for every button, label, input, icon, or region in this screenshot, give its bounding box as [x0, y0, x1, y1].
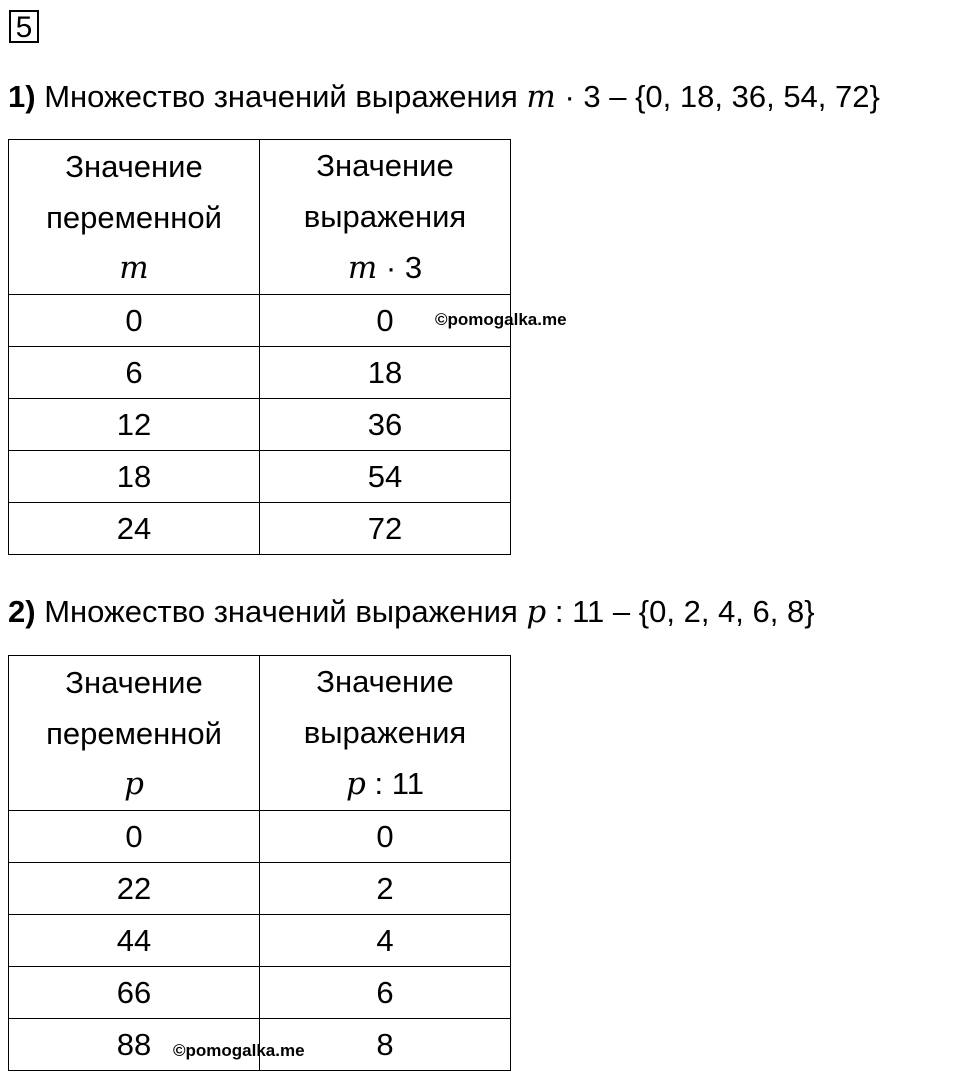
cell-value: 8	[260, 1019, 511, 1071]
watermark-1: ©pomogalka.me	[435, 310, 567, 329]
header-line: выражения	[303, 199, 467, 234]
header-variable	[9, 140, 260, 295]
header-expression-formula	[260, 242, 510, 294]
watermark-2: ©pomogalka.me	[173, 1041, 305, 1060]
header-expression	[260, 140, 511, 295]
header-variable-symbol: m	[119, 249, 149, 286]
header-line: Значение	[316, 148, 454, 183]
section-1-expr-rest: · 3 – {0, 18, 36, 54, 72}	[564, 79, 880, 114]
values-table-1	[8, 139, 511, 555]
cell-variable: 18	[9, 451, 260, 503]
table-row	[9, 863, 511, 915]
header-line: Значение	[65, 148, 203, 184]
header-expression-var: m	[347, 250, 378, 286]
values-table-2	[8, 655, 511, 1071]
table-row	[9, 967, 511, 1019]
cell-value: 0	[260, 811, 511, 863]
cell-variable: 44	[9, 915, 260, 967]
section-2-number: 2)	[8, 594, 36, 629]
table-row	[9, 811, 511, 863]
header-expression-formula	[260, 758, 510, 810]
header-variable	[9, 656, 260, 811]
table-header-row	[9, 656, 511, 811]
header-expression-op: · 3	[385, 250, 423, 285]
cell-value: 2	[260, 863, 511, 915]
cell-value: 4	[260, 915, 511, 967]
header-variable-symbol: p	[124, 765, 144, 802]
cell-variable: 6	[9, 347, 260, 399]
cell-value: 6	[260, 967, 511, 1019]
header-expression-var: p	[346, 766, 366, 802]
table-row	[9, 915, 511, 967]
cell-value: 36	[260, 399, 511, 451]
table-row	[9, 503, 511, 555]
section-2-expr-var: p	[526, 594, 547, 630]
table-row	[9, 451, 511, 503]
cell-value: 54	[260, 451, 511, 503]
table-header-row	[9, 140, 511, 295]
cell-value: 72	[260, 503, 511, 555]
section-2-expr-rest: : 11 – {0, 2, 4, 6, 8}	[554, 594, 815, 629]
task-number-box: 5	[9, 10, 39, 43]
section-1-number: 1)	[8, 79, 36, 114]
cell-variable: 24	[9, 503, 260, 555]
header-line: переменной	[46, 715, 222, 751]
table-row	[9, 399, 511, 451]
section-2-text: Множество значений выражения	[44, 594, 518, 629]
section-2-heading	[8, 592, 815, 632]
cell-variable: 88	[9, 1019, 260, 1071]
header-line: переменной	[46, 199, 222, 235]
cell-variable: 0	[9, 811, 260, 863]
header-line: Значение	[316, 664, 454, 699]
table-row	[9, 347, 511, 399]
header-expression	[260, 656, 511, 811]
header-line: выражения	[303, 715, 467, 750]
cell-variable: 0	[9, 295, 260, 347]
header-expression-op: : 11	[374, 766, 424, 801]
section-1-expr-var: m	[526, 79, 556, 115]
header-line: Значение	[65, 664, 203, 700]
section-1-heading	[8, 77, 880, 117]
cell-variable: 22	[9, 863, 260, 915]
cell-value: 0	[260, 295, 511, 347]
cell-value: 18	[260, 347, 511, 399]
section-1-text: Множество значений выражения	[44, 79, 518, 114]
cell-variable: 12	[9, 399, 260, 451]
cell-variable: 66	[9, 967, 260, 1019]
